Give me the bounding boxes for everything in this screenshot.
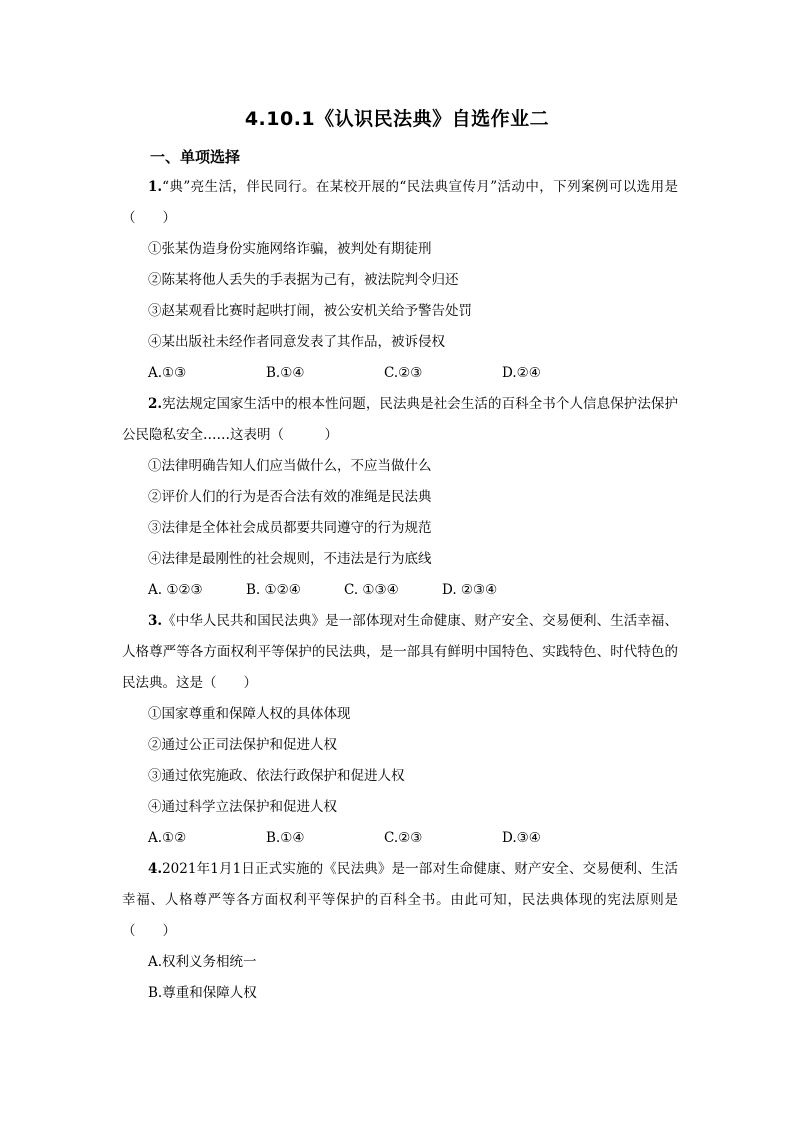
choice-b: B.①④ [266, 365, 305, 381]
answer-choices [148, 823, 678, 854]
statement-item: ③法律是全体社会成员都要共同遵守的行为规范 [148, 520, 432, 536]
statement-item: ③通过依宪施政、依法行政保护和促进人权 [148, 768, 405, 784]
choice-a: A. ①②③ [148, 582, 203, 598]
choice-a: A.权利义务相统一 [148, 954, 257, 970]
choice-c: C.②③ [384, 365, 423, 381]
question-text: 2021年1月1日正式实施的《民法典》是一部对生命健康、财产安全、交易便利、生活幸福、人格尊严等各方面权利平等保护的百科全书。由此可知，民法典体现的宪法原则是（ ） [122, 861, 678, 939]
question-text: 《中华人民共和国民法典》是一部体现对生命健康、财产安全、交易便利、生活幸福、人格尊严等各方面权利平等保护的民法典，是一部具有鲜明中国特色、实践特色、时代特色的民法典。这是（ ） [122, 613, 678, 691]
statement-item: ①法律明确告知人们应当做什么，不应当做什么 [148, 458, 432, 474]
question-1 [122, 172, 678, 389]
question-text: “典”亮生活，伴民同行。在某校开展的“民法典宣传月”活动中，下列案例可以选用是（ ） [122, 179, 678, 226]
question-stem [122, 389, 678, 451]
question-number: 1. [148, 179, 163, 195]
choice-d: D.③④ [502, 830, 541, 846]
statement-item: ②评价人们的行为是否合法有效的准绳是民法典 [148, 489, 432, 505]
question-stem [122, 854, 678, 947]
question-4 [122, 854, 678, 1009]
choice-b: B. ①②④ [246, 582, 301, 598]
question-number: 3. [148, 613, 163, 629]
page-title: 4.10.1《认识民法典》自选作业二 [244, 108, 550, 130]
statement-item: ④某出版社未经作者同意发表了其作品，被诉侵权 [148, 334, 445, 350]
statement-item: ②陈某将他人丢失的手表据为己有，被法院判令归还 [148, 272, 459, 288]
question-stem [122, 172, 678, 234]
statement-item: ④通过科学立法保护和促进人权 [148, 799, 337, 815]
question-number: 4. [148, 861, 163, 877]
choice-d: D. ②③④ [442, 582, 498, 598]
question-list [122, 172, 678, 1009]
choice-c: C. ①③④ [344, 582, 399, 598]
question-number: 2. [148, 396, 163, 412]
choice-b: B.①④ [266, 830, 305, 846]
statement-item: ①张某伪造身份实施网络诈骗，被判处有期徒刑 [148, 241, 432, 257]
statement-item: ④法律是最刚性的社会规则，不违法是行为底线 [148, 551, 432, 567]
question-2 [122, 389, 678, 606]
statement-item: ③赵某观看比赛时起哄打闹，被公安机关给予警告处罚 [148, 303, 472, 319]
statement-item: ②通过公正司法保护和促进人权 [148, 737, 337, 753]
answer-choices [148, 358, 678, 389]
choice-d: D.②④ [502, 365, 541, 381]
answer-choices [148, 575, 678, 606]
section-heading: 一、单项选择 [150, 148, 241, 166]
statement-item: ①国家尊重和保障人权的具体体现 [148, 706, 351, 722]
choice-a: A.①③ [148, 365, 187, 381]
choice-c: C.②③ [384, 830, 423, 846]
question-3 [122, 606, 678, 854]
choice-b: B.尊重和保障人权 [148, 985, 257, 1001]
question-text: 宪法规定国家生活中的根本性问题，民法典是社会生活的百科全书个人信息保护法保护公民隐私安全……这表明（ ） [122, 396, 678, 443]
choice-a: A.①② [148, 830, 187, 846]
question-stem [122, 606, 678, 699]
